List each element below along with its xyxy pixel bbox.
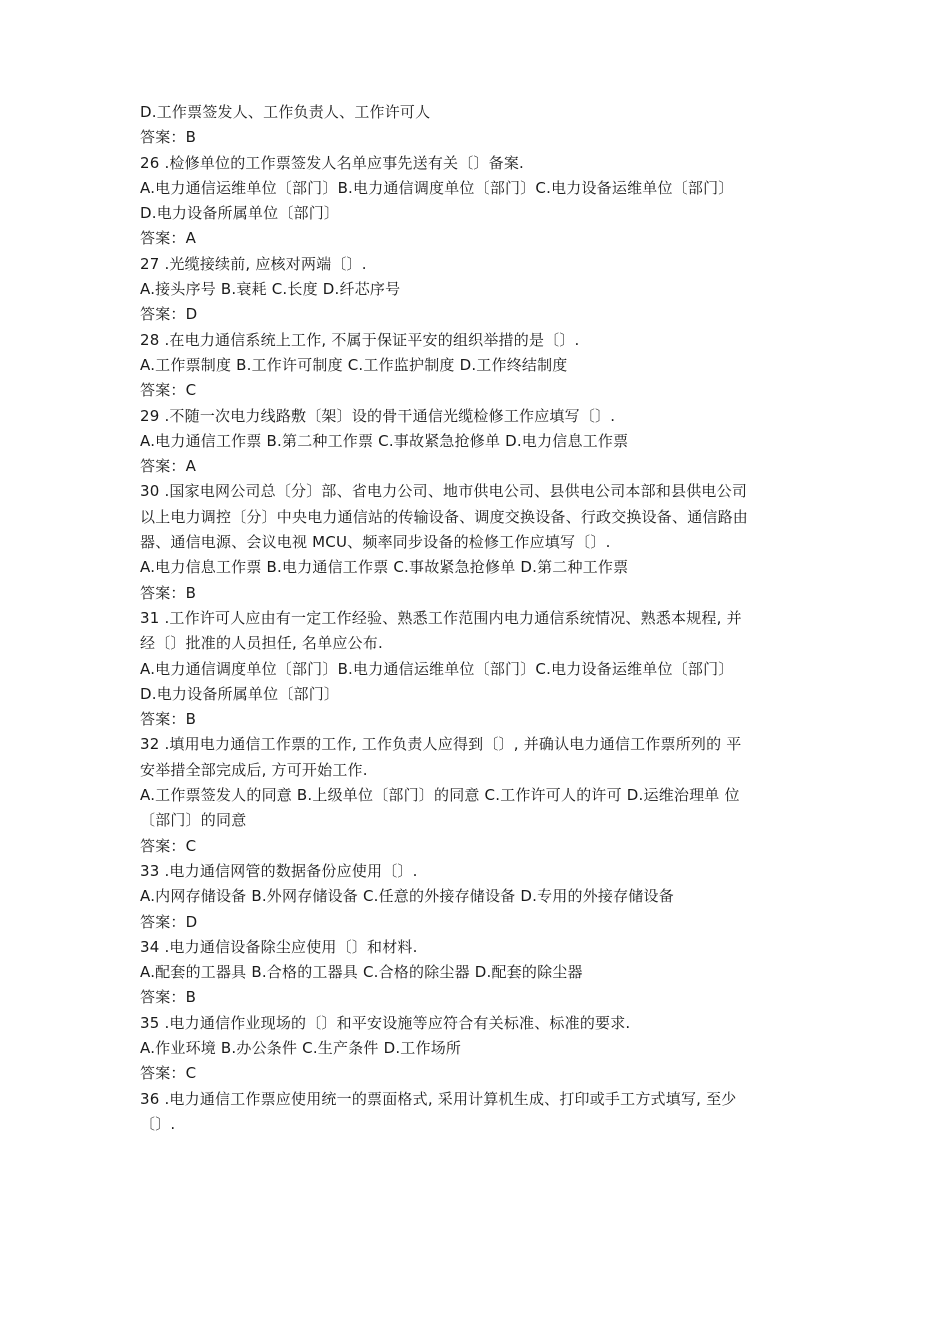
option-line: 〔部门〕的同意	[140, 811, 247, 830]
answer-line: 答案：B	[140, 583, 197, 602]
answer-line: 答案：C	[140, 836, 197, 855]
question-30-continued: 器、通信电源、会议电视 MCU、频率同步设备的检修工作应填写〔〕.	[140, 533, 611, 552]
question-30-continued: 以上电力调控〔分〕中央电力通信站的传输设备、调度交换设备、行政交换设备、通信路由	[140, 507, 749, 526]
answer-line: 答案：C	[140, 1064, 197, 1083]
option-line: A.工作票制度 B.工作许可制度 C.工作监护制度 D.工作终结制度	[140, 355, 568, 374]
question-26: 26 .检修单位的工作票签发人名单应事先送有关〔〕备案.	[140, 153, 524, 172]
question-31-continued: 经〔〕批准的人员担任, 名单应公布.	[140, 634, 383, 653]
option-line: A.作业环境 B.办公条件 C.生产条件 D.工作场所	[140, 1038, 462, 1057]
question-32: 32 .填用电力通信工作票的工作, 工作负责人应得到〔〕, 并确认电力通信工作票所列的 平	[140, 735, 742, 754]
answer-line: 答案：A	[140, 229, 197, 248]
question-36: 36 .电力通信工作票应使用统一的票面格式, 采用计算机生成、打印或手工方式填写, 至少	[140, 1089, 737, 1108]
option-line: A.内网存储设备 B.外网存储设备 C.任意的外接存储设备 D.专用的外接存储设备	[140, 887, 674, 906]
option-line: A.工作票签发人的同意 B.上级单位〔部门〕的同意 C.工作许可人的许可 D.运维治理单 位	[140, 786, 740, 805]
option-line: D.电力设备所属单位〔部门〕	[140, 684, 340, 703]
option-line: A.电力信息工作票 B.电力通信工作票 C.事故紧急抢修单 D.第二种工作票	[140, 558, 629, 577]
document-body	[140, 100, 830, 1137]
option-line: A.接头序号 B.衰耗 C.长度 D.纤芯序号	[140, 280, 401, 299]
option-line: D.工作票签发人、工作负责人、工作许可人	[140, 103, 431, 121]
option-line: A.电力通信调度单位〔部门〕B.电力通信运维单位〔部门〕C.电力设备运维单位〔部门〕	[140, 659, 734, 678]
option-line: A.电力通信运维单位〔部门〕B.电力通信调度单位〔部门〕C.电力设备运维单位〔部门〕	[140, 178, 734, 197]
answer-line: 答案：D	[140, 305, 198, 324]
answer-line: 答案：B	[140, 988, 197, 1007]
question-30: 30 .国家电网公司总〔分〕部、省电力公司、地市供电公司、县供电公司本部和县供电公司	[140, 482, 748, 501]
question-29: 29 .不随一次电力线路敷〔架〕设的骨干通信光缆检修工作应填写〔〕.	[140, 406, 616, 425]
answer-line: 答案：A	[140, 457, 197, 476]
option-line: A.配套的工器具 B.合格的工器具 C.合格的除尘器 D.配套的除尘器	[140, 963, 583, 982]
answer-line: 答案：B	[140, 128, 197, 147]
option-line: A.电力通信工作票 B.第二种工作票 C.事故紧急抢修单 D.电力信息工作票	[140, 431, 629, 450]
question-35: 35 .电力通信作业现场的〔〕和平安设施等应符合有关标准、标准的要求.	[140, 1013, 631, 1032]
question-27: 27 .光缆接续前, 应核对两端〔〕.	[140, 254, 367, 273]
option-line: D.电力设备所属单位〔部门〕	[140, 204, 340, 223]
question-34: 34 .电力通信设备除尘应使用〔〕和材料.	[140, 937, 418, 956]
question-32-continued: 安举措全部完成后, 方可开始工作.	[140, 760, 368, 779]
answer-line: 答案：D	[140, 912, 198, 931]
question-36-continued: 〔〕.	[140, 1114, 176, 1133]
question-33: 33 .电力通信网管的数据备份应使用〔〕.	[140, 861, 418, 880]
answer-line: 答案：C	[140, 381, 197, 400]
question-31: 31 .工作许可人应由有一定工作经验、熟悉工作范围内电力通信系统情况、熟悉本规程, 并	[140, 608, 742, 627]
question-28: 28 .在电力通信系统上工作, 不属于保证平安的组织举措的是〔〕.	[140, 330, 580, 349]
answer-line: 答案：B	[140, 710, 197, 729]
